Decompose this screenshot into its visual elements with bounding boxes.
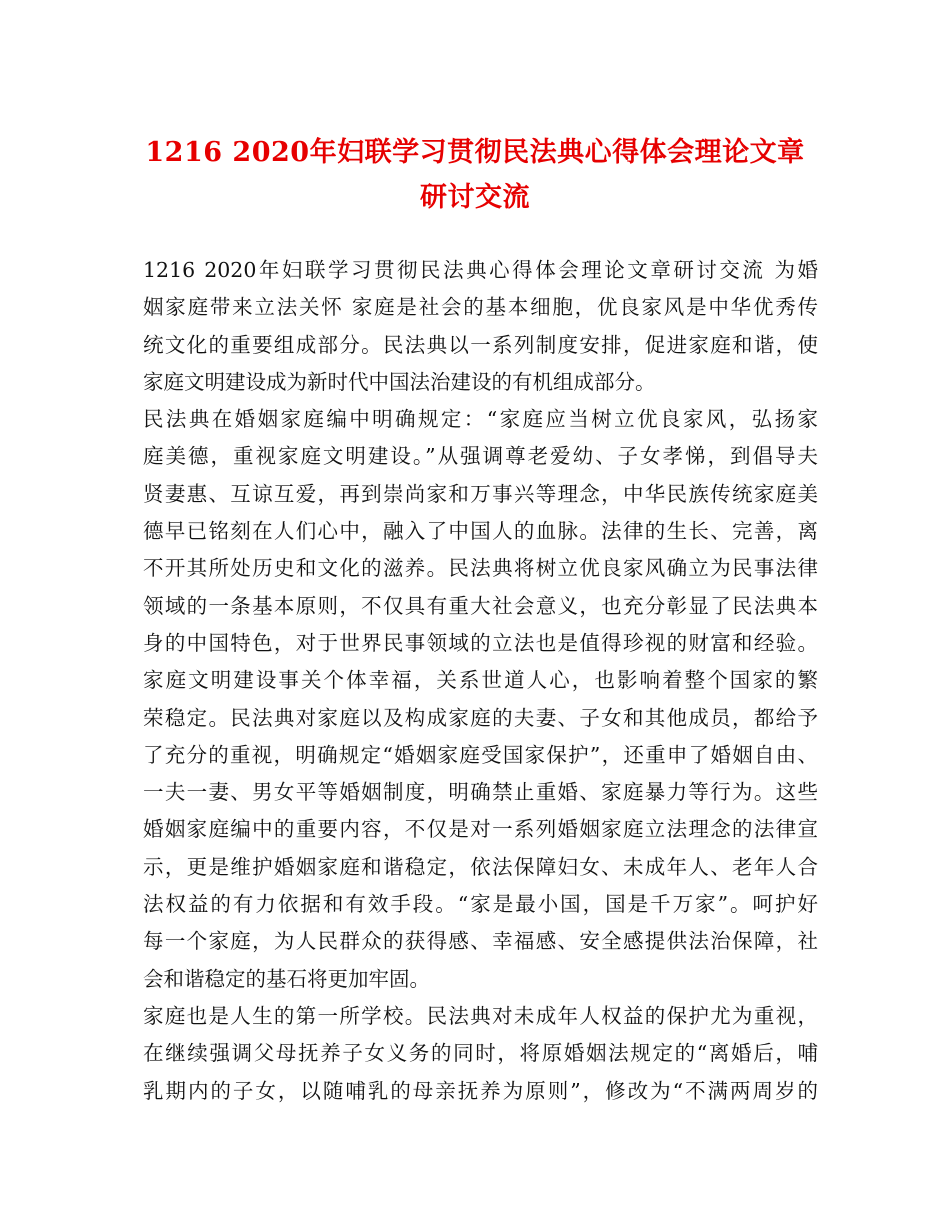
body-line: 德早已铭刻在人们心中，融入了中国人的血脉。法律的生长、完善，离 [143,519,818,544]
document-body [143,252,818,1110]
body-line: 每一个家庭，为人民群众的获得感、幸福感、安全感提供法治保障，社 [143,929,818,954]
body-line: 家庭文明建设成为新时代中国法治建设的有机组成部分。 [143,369,656,394]
body-line: 示，更是维护婚姻家庭和谐稳定，依法保障妇女、未成年人、老年人合 [143,854,818,879]
body-line: 1216 2020年妇联学习贯彻民法典心得体会理论文章研讨交流 为婚 [143,258,818,282]
body-line: 法权益的有力依据和有效手段。“家是最小国，国是千万家”。呵护好 [143,892,818,917]
body-line: 家庭文明建设事关个体幸福，关系世道人心，也影响着整个国家的繁 [143,668,818,693]
body-line: 民法典在婚姻家庭编中明确规定：“家庭应当树立优良家风，弘扬家 [143,407,818,432]
document-title-line-1: 1216 2020年妇联学习贯彻民法典心得体会理论文章 [145,137,805,168]
body-line: 荣稳定。民法典对家庭以及构成家庭的夫妻、子女和其他成员，都给予 [143,705,818,730]
body-line: 庭美德，重视家庭文明建设。”从强调尊老爱幼、子女孝悌，到倡导夫 [143,444,818,469]
body-line: 姻家庭带来立法关怀 家庭是社会的基本细胞，优良家风是中华优秀传 [143,295,818,320]
body-line: 贤妻惠、互谅互爱，再到崇尚家和万事兴等理念，中华民族传统家庭美 [143,481,818,506]
body-line: 家庭也是人生的第一所学校。民法典对未成年人权益的保护尤为重视， [143,1003,818,1028]
body-line: 身的中国特色，对于世界民事领域的立法也是值得珍视的财富和经验。 [143,630,818,655]
body-line: 婚姻家庭编中的重要内容，不仅是对一系列婚姻家庭立法理念的法律宣 [143,817,818,842]
body-line: 一夫一妻、男女平等婚姻制度，明确禁止重婚、家庭暴力等行为。这些 [143,780,818,805]
document-title-line-2: 研讨交流 [420,182,530,213]
body-line: 在继续强调父母抚养子女义务的同时，将原婚姻法规定的“离婚后，哺 [143,1041,818,1066]
body-line: 了充分的重视，明确规定“婚姻家庭受国家保护”，还重申了婚姻自由、 [143,742,818,767]
body-line: 统文化的重要组成部分。民法典以一系列制度安排，促进家庭和谐，使 [143,332,818,357]
body-line: 领域的一条基本原则，不仅具有重大社会意义，也充分彰显了民法典本 [143,593,818,618]
body-line: 乳期内的子女，以随哺乳的母亲抚养为原则”，修改为“不满两周岁的 [143,1078,818,1103]
body-line: 不开其所处历史和文化的滋养。民法典将树立优良家风确立为民事法律 [143,556,818,581]
body-line: 会和谐稳定的基石将更加牢固。 [143,966,430,991]
